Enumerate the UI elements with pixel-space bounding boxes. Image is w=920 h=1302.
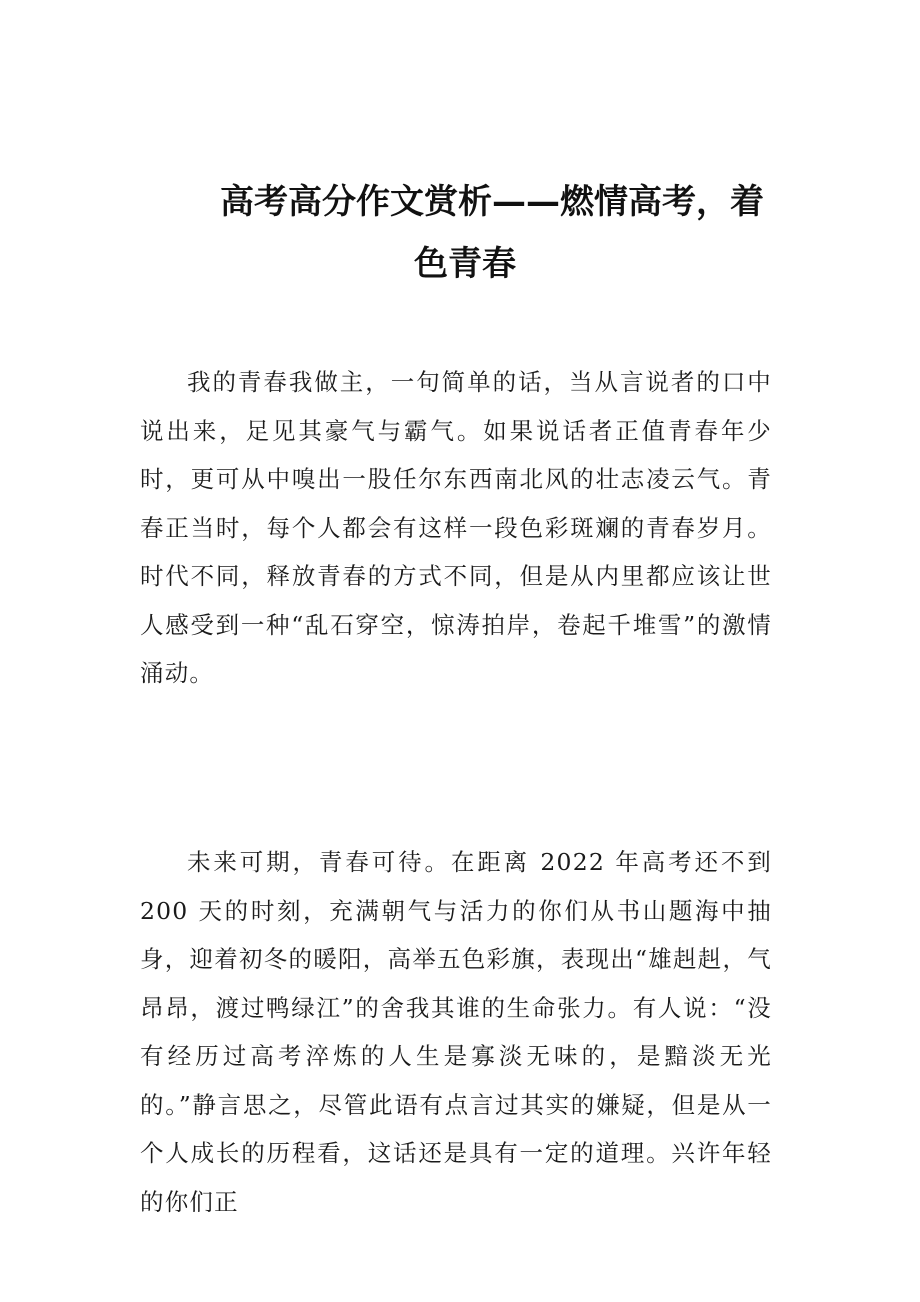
paragraph-1: 我的青春我做主，一句简单的话，当从言说者的口中说出来，足见其豪气与霸气。如果说话者正值青春年少时，更可从中嗅出一股任尔东西南北风的壮志凌云气。青春正当时，每个人都会有这样一段色彩斑斓的青春岁月。时代不同，释放青春的方式不同，但是从内里都应该让世人感受到一种“乱石穿空，惊涛拍岸，卷起千堆雪”的激情涌动。: [140, 368, 772, 687]
document-title: [140, 171, 780, 295]
title-line-1: 高考高分作文赏析——燃情高考，着: [220, 181, 764, 222]
paragraph-2: 未来可期，青春可待。在距离 2022 年高考还不到 200 天的时刻，充满朝气与活力的你们从书山题海中抽身，迎着初冬的暖阳，高举五色彩旗，表现出“雄赳赳，气昂昂，渡过鸭绿江”的舍我其谁的生命张力。有人说：“没有经历过高考淬炼的人生是寡淡无味的，是黯淡无光的。”静言思之，尽管此语有点言过其实的嫌疑，但是从一个人成长的历程看，这话还是具有一定的道理。兴许年轻的你们正: [140, 848, 772, 1216]
title-line-2: 色青春: [414, 243, 516, 284]
